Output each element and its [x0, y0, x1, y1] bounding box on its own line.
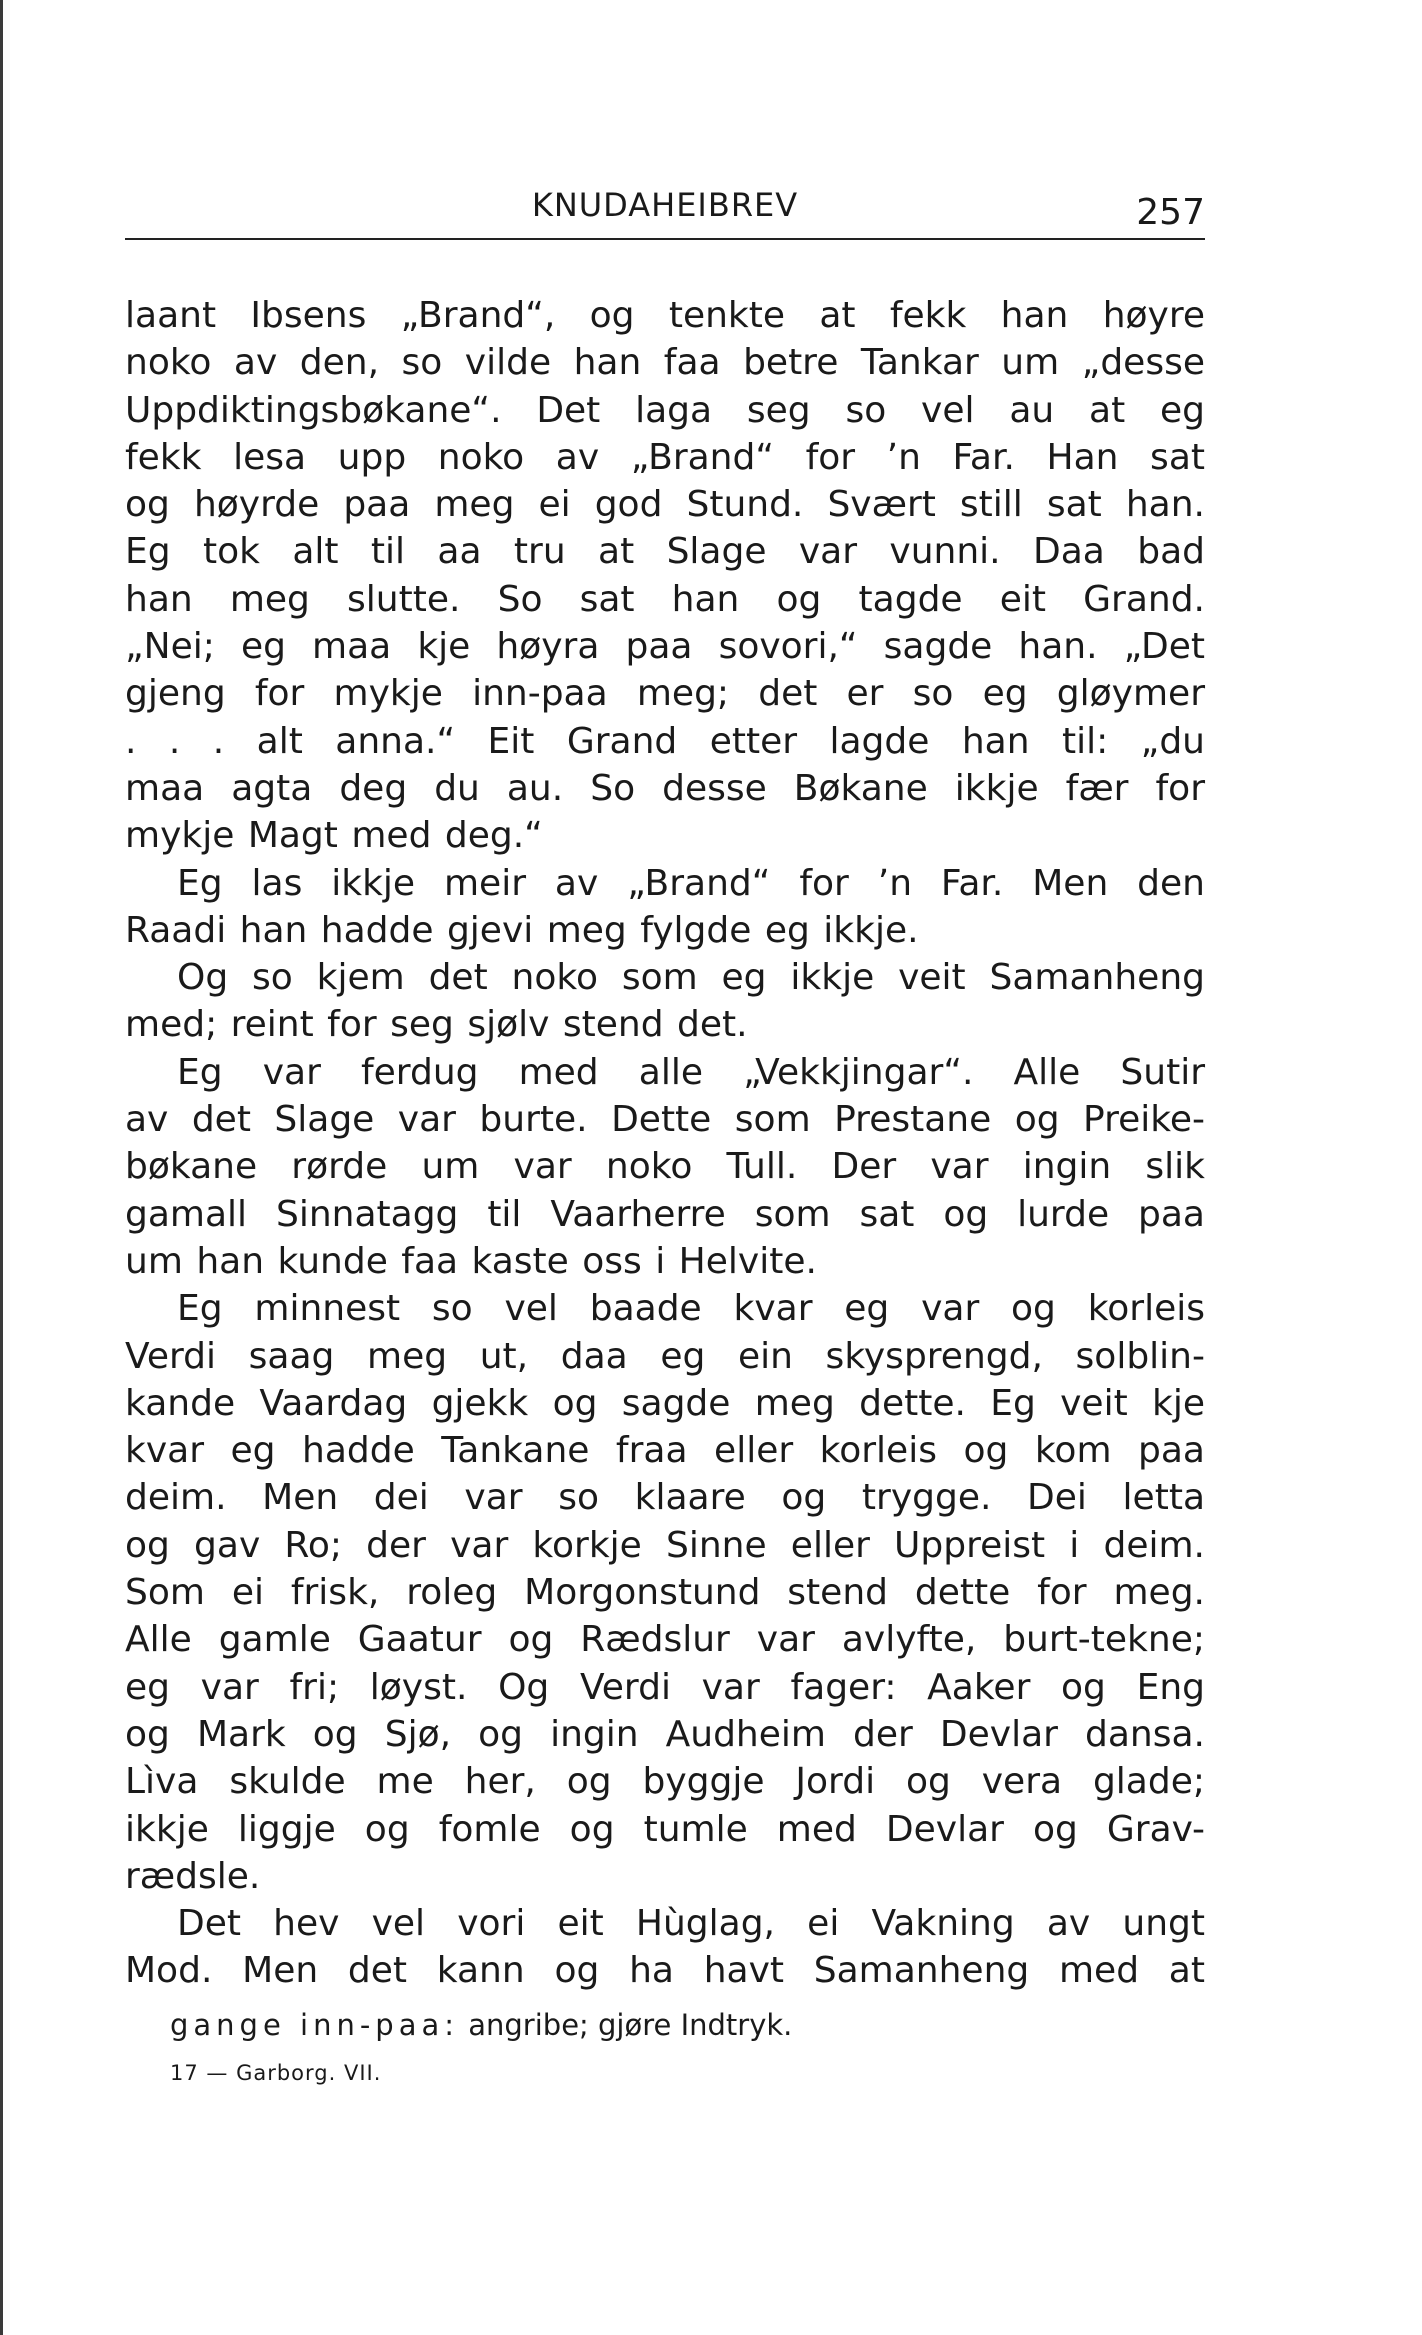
- text-line: Verdi saag meg ut, daa eg ein skysprengd, solblin-: [125, 1335, 1205, 1377]
- text-line: med; reint for seg sjølv stend det.: [125, 1004, 748, 1046]
- text-line: ikkje liggje og fomle og tumle med Devlar og Grav-: [125, 1808, 1205, 1850]
- text-line: fekk lesa upp noko av „Brand“ for ’n Far. Han sat: [125, 436, 1205, 478]
- text-line: eg var fri; løyst. Og Verdi var fager: Aaker og Eng: [125, 1666, 1205, 1708]
- text-line: Lìva skulde me her, og byggje Jordi og vera glade;: [125, 1761, 1205, 1803]
- text-line: kande Vaardag gjekk og sagde meg dette. Eg veit kje: [125, 1382, 1205, 1424]
- signature-mark: 17 — Garborg. VII.: [170, 2061, 382, 2085]
- text-line: og gav Ro; der var korkje Sinne eller Uppreist i deim.: [125, 1524, 1205, 1566]
- text-line: Eg las ikkje meir av „Brand“ for ’n Far. Men den: [177, 862, 1205, 904]
- text-line: um han kunde faa kaste oss i Helvite.: [125, 1240, 817, 1282]
- text-line: „Nei; eg maa kje høyra paa sovori,“ sagde han. „Det: [125, 626, 1205, 668]
- text-line: deim. Men dei var so klaare og trygge. Dei letta: [125, 1477, 1205, 1519]
- text-line: Eg minnest so vel baade kvar eg var og korleis: [177, 1288, 1205, 1330]
- text-line: gamall Sinnatagg til Vaarherre som sat og lurde paa: [125, 1193, 1205, 1235]
- text-line: bøkane rørde um var noko Tull. Der var ingin slik: [125, 1146, 1205, 1188]
- text-line: Det hev vel vori eit Hùglag, ei Vakning av ungt: [177, 1903, 1205, 1945]
- text-line: rædsle.: [125, 1855, 261, 1897]
- running-head: KNUDAHEIBREV: [531, 186, 799, 224]
- body-text: [125, 292, 1205, 1995]
- page-edge-shadow: [0, 0, 3, 2335]
- text-line: . . . alt anna.“ Eit Grand etter lagde han til: „du: [125, 720, 1205, 762]
- text-line: noko av den, so vilde han faa betre Tankar um „desse: [125, 342, 1205, 384]
- page-number: 257: [1136, 192, 1205, 233]
- text-line: Og so kjem det noko som eg ikkje veit Samanheng: [177, 957, 1205, 999]
- text-line: laant Ibsens „Brand“, og tenkte at fekk han høyre: [125, 295, 1205, 336]
- text-line: kvar eg hadde Tankane fraa eller korleis og kom paa: [125, 1430, 1205, 1472]
- text-line: Eg var ferdug med alle „Vekkjingar“. Alle Sutir: [177, 1051, 1205, 1093]
- page-header: [125, 182, 1205, 240]
- text-line: Alle gamle Gaatur og Rædslur var avlyfte, burt-tekne;: [125, 1619, 1205, 1661]
- text-line: han meg slutte. So sat han og tagde eit Grand.: [125, 578, 1205, 620]
- footnote-definition: angribe; gjøre Indtryk.: [459, 2008, 793, 2042]
- text-line: Som ei frisk, roleg Morgonstund stend dette for meg.: [125, 1572, 1205, 1614]
- text-line: gjeng for mykje inn-paa meg; det er so eg gløymer: [125, 673, 1205, 715]
- text-line: og høyrde paa meg ei god Stund. Svært still sat han.: [125, 484, 1205, 526]
- footnote: [170, 2005, 792, 2045]
- text-line: Raadi han hadde gjevi meg fylgde eg ikkje.: [125, 909, 919, 951]
- text-line: Uppdiktingsbøkane“. Det laga seg so vel au at eg: [125, 389, 1205, 431]
- footnote-term: gange inn-paa:: [170, 2008, 460, 2042]
- text-line: Mod. Men det kann og ha havt Samanheng med at: [125, 1950, 1205, 1992]
- text-line: og Mark og Sjø, og ingin Audheim der Devlar dansa.: [125, 1713, 1205, 1755]
- text-line: av det Slage var burte. Dette som Prestane og Preike-: [125, 1099, 1205, 1141]
- text-line: maa agta deg du au. So desse Bøkane ikkje fær for: [125, 767, 1205, 809]
- text-line: mykje Magt med deg.“: [125, 815, 543, 857]
- text-line: Eg tok alt til aa tru at Slage var vunni. Daa bad: [125, 531, 1205, 573]
